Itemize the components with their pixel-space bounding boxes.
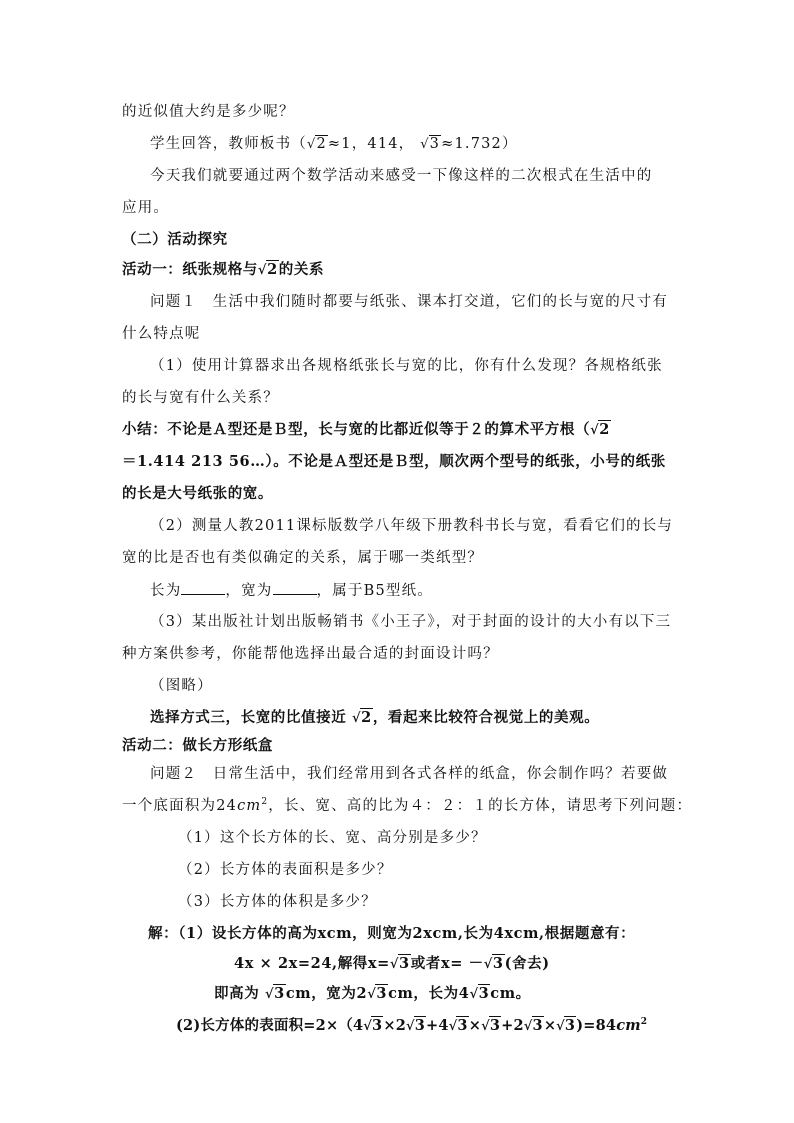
text-line-7: 问题１ 生活中我们随时都要与纸张、课本打交道，它们的长与宽的尺寸有 (150, 294, 669, 310)
sqrt-2: √2 (351, 709, 372, 726)
text-line-10: 的长与宽有什么关系？ (122, 390, 279, 406)
text: (2)长方体的表面积=2×（4 (176, 1017, 364, 1034)
sqrt-2: √2 (590, 421, 610, 438)
text: +2 (501, 1017, 524, 1034)
text-line-2 (150, 134, 518, 155)
text-line-23 (122, 796, 692, 816)
solution-line-3 (214, 984, 531, 1005)
text: 长为 (150, 583, 182, 599)
activity-two-heading: 活动二：做长方形纸盒 (122, 737, 273, 754)
sqrt-3: √3 (264, 985, 285, 1002)
sqrt-3: √3 (556, 1017, 576, 1034)
text-line-17: （3）某出版社计划出版畅销书《小王子》，对于封面的设计的大小有以下三 (150, 614, 672, 630)
text-line-4: 应用。 (122, 200, 170, 216)
text-line-3: 今天我们就要通过两个数学活动来感受一下像这样的二次根式在生活中的 (150, 168, 653, 184)
text: ，长、宽、高的比为４：２：１的长方体，请思考下列问题： (268, 798, 693, 814)
sqrt-3: √3 (367, 985, 388, 1002)
text: ，宽为 (225, 583, 273, 599)
text-line-1: 的近似值大约是多少呢？ (122, 104, 295, 120)
text-line-22: 问题２ 日常生活中，我们经常用到各式各样的纸盒，你会制作吗？若要做 (150, 766, 669, 782)
sqrt-2: √2 (307, 136, 327, 152)
summary-line-3: 的长是大号纸张的宽。 (122, 485, 273, 502)
sqrt-3: √3 (448, 1017, 468, 1034)
sqrt-3: √3 (523, 1017, 543, 1034)
text: × (468, 1017, 482, 1034)
question-1: （1）这个长方体的长、宽、高分别是多少？ (178, 830, 487, 846)
sqrt-3: √3 (389, 955, 410, 972)
text: )=84 (576, 1017, 617, 1034)
text-line-9: （1）使用计算器求出各规格纸张长与宽的比，你有什么发现？各规格纸张 (150, 358, 663, 374)
unit-cm: cm (616, 1017, 641, 1034)
text: ×2 (383, 1017, 406, 1034)
text: 学生回答，教师板书（ (150, 136, 307, 152)
text: ，属于B5型纸。 (316, 583, 433, 599)
solution-line-4 (176, 1016, 647, 1037)
text: (舍去) (504, 955, 550, 972)
text: ≈1.732） (441, 136, 518, 152)
text-line-16 (150, 580, 433, 601)
text: 小结：不论是Ａ型还是Ｂ型，长与宽的比都近似等于２的算术平方根（ (122, 421, 591, 438)
question-3: （3）长方体的体积是多少？ (178, 894, 377, 910)
sqrt-3: √3 (420, 136, 441, 152)
solution-line-1: 解：（1）设长方体的高为xcm，则宽为2xcm,长为4xcm,根据题意有： (148, 925, 636, 942)
text: 一个底面积为24 (122, 798, 238, 814)
text: 4x × 2x=24,解得x= (234, 955, 390, 972)
summary-line-2: ＝1.414 213 56…）。不论是Ａ型还是Ｂ型，顺次两个型号的纸张，小号的纸张 (122, 453, 666, 470)
activity-one-heading (122, 260, 324, 281)
sqrt-3: √3 (469, 985, 490, 1002)
text: cm。 (490, 985, 531, 1002)
solution-line-2 (234, 954, 550, 975)
blank-length (181, 580, 225, 595)
sqrt-3: √3 (481, 1017, 501, 1034)
text-line-18: 种方案供参考，你能帮他选择出最合适的封面设计吗？ (122, 646, 499, 662)
sqrt-2: √2 (257, 261, 278, 278)
question-2: （2）长方体的表面积是多少？ (178, 862, 393, 878)
text: ≈1，414， (327, 136, 415, 152)
text-line-19: （图略） (150, 678, 213, 694)
text-line-14: （2）测量人教2011课标版数学八年级下册教科书长与宽，看看它们的长与 (150, 518, 674, 534)
text-line-8: 什么特点呢 (122, 326, 201, 342)
text: cm，长为4 (388, 985, 470, 1002)
text: 的关系 (278, 261, 325, 278)
selection-conclusion (150, 708, 599, 729)
text: cm，宽为2 (285, 985, 368, 1002)
text: 或者x= － (410, 955, 484, 972)
superscript: 2 (261, 797, 269, 808)
blank-width (273, 580, 317, 595)
text: × (543, 1017, 557, 1034)
text: 选择方式三，长宽的比值接近 (150, 709, 347, 726)
unit-cm: cm (237, 798, 262, 814)
summary-line-1 (122, 420, 611, 441)
sqrt-3: √3 (363, 1017, 383, 1034)
text: ，看起来比较符合视觉上的美观。 (372, 709, 600, 726)
superscript: 2 (640, 1017, 648, 1028)
text: 活动一：纸张规格与 (122, 261, 258, 278)
text: 即高为 (214, 985, 260, 1002)
section-heading: （二）活动探究 (122, 231, 228, 248)
text-line-15: 宽的比是否也有类似确定的关系，属于哪一类纸型？ (122, 550, 484, 566)
sqrt-3: √3 (483, 955, 504, 972)
sqrt-3: √3 (405, 1017, 426, 1034)
text: +4 (426, 1017, 449, 1034)
